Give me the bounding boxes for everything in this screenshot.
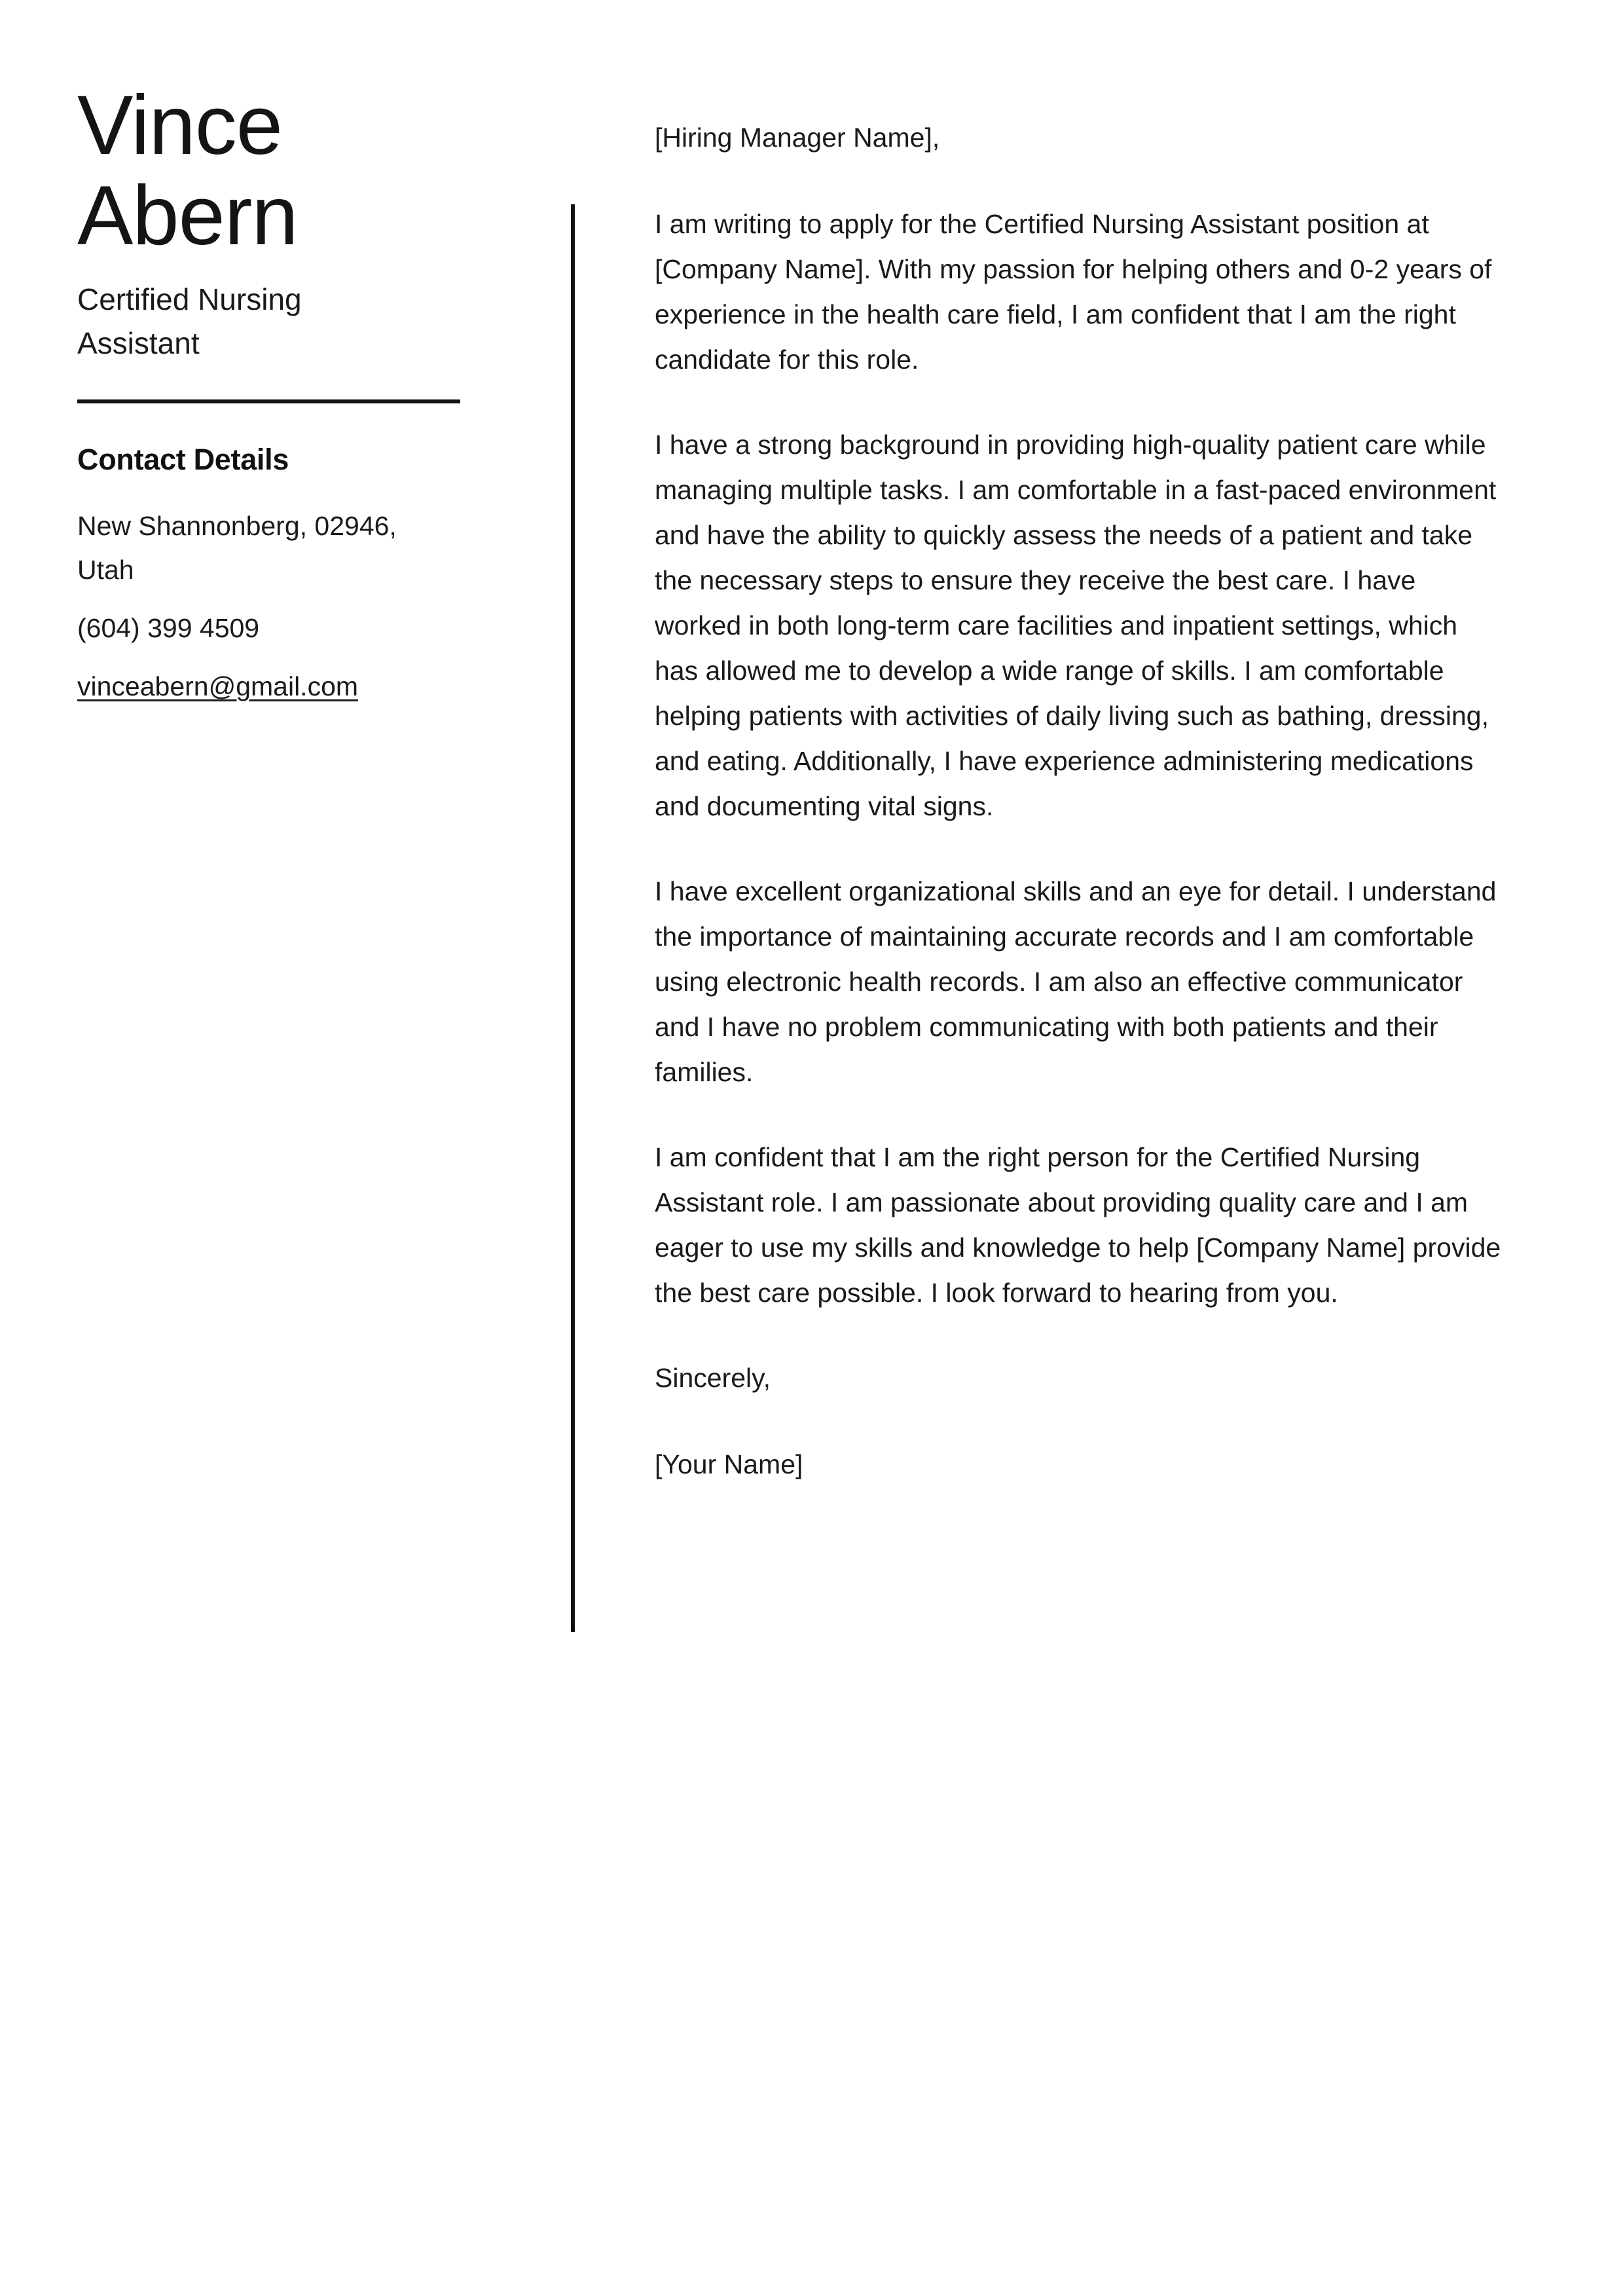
letter-salutation: [Hiring Manager Name], [655,122,940,153]
letter-body [655,115,1503,1487]
applicant-job-title: Certified Nursing Assistant [77,282,302,360]
sidebar-divider-rule [77,399,460,403]
contact-address: New Shannonberg, 02946, Utah [77,511,397,585]
applicant-name [77,79,496,263]
contact-details-heading: Contact Details [77,443,289,476]
applicant-last-name: Abern [77,169,298,263]
letter-paragraph-1: I am writing to apply for the Certified Nursing Assistant position at [Company Name]. With my passion for helping others and 0-2 years of experience in the health care field, I am confident that I am the right candidate for this role. [655,209,1492,375]
column-divider [571,204,575,1632]
applicant-first-name: Vince [77,79,282,172]
contact-phone: (604) 399 4509 [77,613,260,643]
sidebar [77,79,496,709]
letter-paragraph-4: I am confident that I am the right person for the Certified Nursing Assistant role. I am passionate about providing quality care and I am eager to use my skills and knowledge to help [Company Name] provide the best care possible. I look forward to hearing from you. [655,1142,1501,1308]
contact-details-list [77,504,496,709]
contact-email-link[interactable]: vinceabern@gmail.com [77,671,359,701]
contact-email-item [77,665,444,709]
letter-paragraph-2: I have a strong background in providing high-quality patient care while managing multiple tasks. I am comfortable in a fast-paced environment and have the ability to quickly assess the needs of a patient and take the necessary steps to ensure they receive the best care. I have worked in both long-term care facilities and inpatient settings, which has allowed me to develop a wide range of skills. I am comfortable helping patients with activities of daily living such as bathing, dressing, and eating. Additionally, I have experience administering medications and documenting vital signs. [655,430,1497,821]
letter-signature: [Your Name] [655,1449,803,1479]
letter-closing: Sincerely, [655,1363,771,1393]
letter-paragraph-3: I have excellent organizational skills and an eye for detail. I understand the importance of maintaining accurate records and I am comfortable using electronic health records. I am also an effective communicator and I have no problem communicating with both patients and their families. [655,876,1497,1087]
